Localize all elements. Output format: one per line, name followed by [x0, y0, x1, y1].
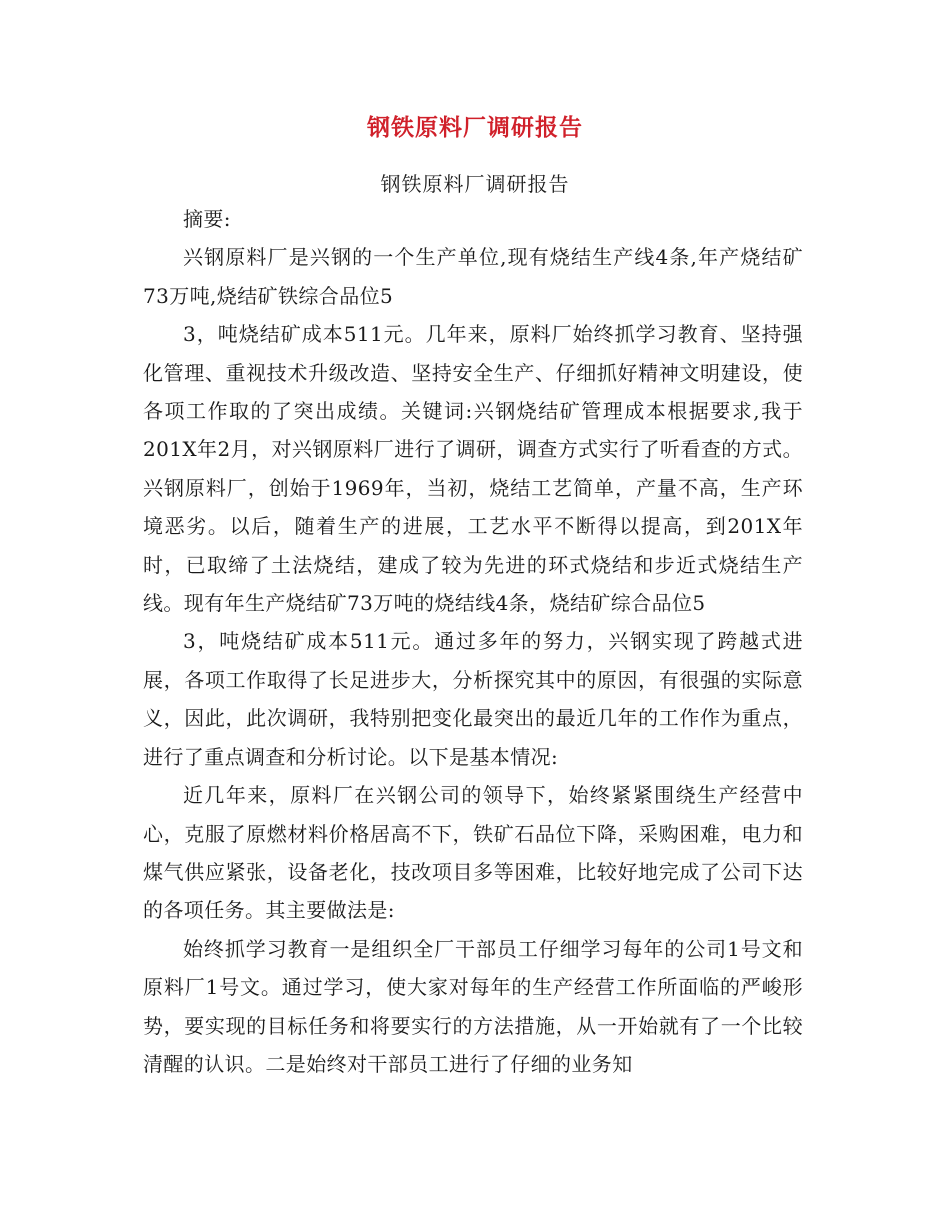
paragraph: 3，吨烧结矿成本511元。通过多年的努力，兴钢实现了跨越式进展，各项工作取得了长足进步大，分析探究其中的原因，有很强的实际意义，因此，此次调研，我特别把变化最突出的最近几年的工作作为重点，进行了重点调查和分析讨论。以下是基本情况: — [143, 629, 803, 769]
paragraph: 兴钢原料厂是兴钢的一个生产单位,现有烧结生产线4条,年产烧结矿73万吨,烧结矿铁综合品位5 — [143, 245, 803, 308]
paragraph-abstract-label: 摘要: — [183, 207, 231, 231]
document-title: 钢铁原料厂调研报告 — [367, 115, 583, 141]
paragraph: 3，吨烧结矿成本511元。几年来，原料厂始终抓学习教育、坚持强化管理、重视技术升级改造、坚持安全生产、仔细抓好精神文明建设，使各项工作取的了突出成绩。关键词:兴钢烧结矿管理成本根据要求,我于201X年2月，对兴钢原料厂进行了调研，调查方式实行了听看查的方式。兴钢原料厂，创始于1969年，当初，烧结工艺简单，产量不高，生产环境恶劣。以后，随着生产的进展，工艺水平不断得以提高，到201X年时，已取缔了土法烧结，建成了较为先进的环式烧结和步近式烧结生产线。现有年生产烧结矿73万吨的烧结线4条，烧结矿综合品位5 — [143, 322, 803, 616]
paragraph: 近几年来，原料厂在兴钢公司的领导下，始终紧紧围绕生产经营中心，克服了原燃材料价格居高不下，铁矿石品位下降，采购困难，电力和煤气供应紧张，设备老化，技改项目多等困难，比较好地完成了公司下达的各项任务。其主要做法是: — [143, 783, 803, 923]
document-body — [143, 200, 803, 1083]
paragraph: 始终抓学习教育一是组织全厂干部员工仔细学习每年的公司1号文和原料厂1号文。通过学习，使大家对每年的生产经营工作所面临的严峻形势，要实现的目标任务和将要实行的方法措施，从一开始就有了一个比较清醒的认识。二是始终对干部员工进行了仔细的业务知 — [143, 936, 803, 1076]
document-subtitle: 钢铁原料厂调研报告 — [380, 172, 570, 196]
